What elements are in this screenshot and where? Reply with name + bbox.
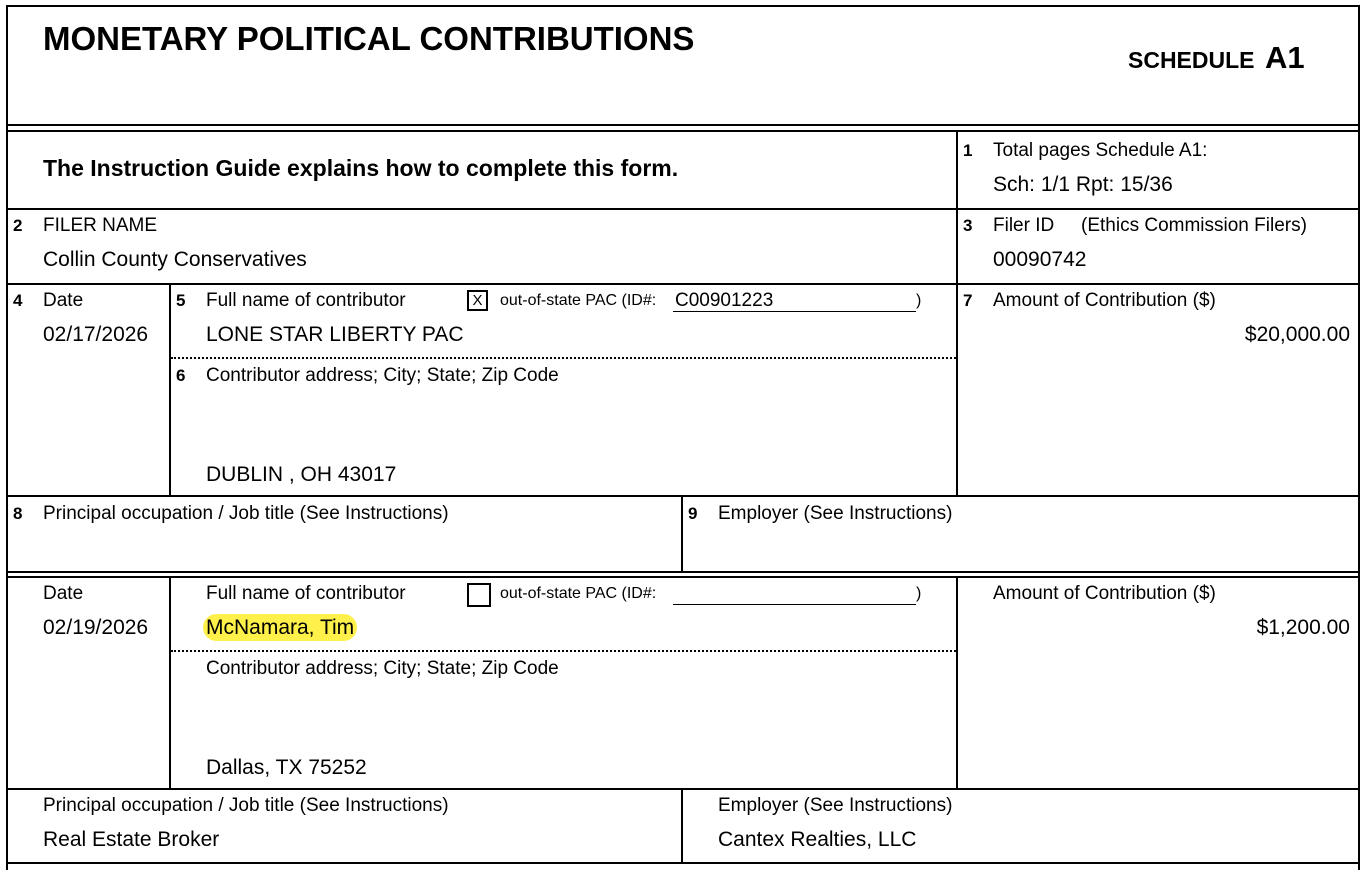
- amount-value: $20,000.00: [1244, 323, 1350, 346]
- pac-id-underline: [673, 311, 916, 312]
- contributor-address-label: Contributor address; City; State; Zip Code: [206, 365, 559, 386]
- total-pages-label: Total pages Schedule A1:: [993, 140, 1208, 161]
- filer-name-value: Collin County Conservatives: [43, 248, 307, 271]
- employer-label: Employer (See Instructions): [718, 795, 953, 816]
- pac-id-underline: [673, 604, 916, 605]
- contributor-name-value: LONE STAR LIBERTY PAC: [206, 323, 464, 346]
- field-number-8: 8: [13, 504, 23, 523]
- divider-date-2: [169, 576, 171, 790]
- amount-value: $1,200.00: [1256, 616, 1350, 639]
- rule-entry1-main: [6, 495, 1360, 497]
- contributor-name-label: Full name of contributor: [206, 290, 406, 311]
- form-title: MONETARY POLITICAL CONTRIBUTIONS: [43, 20, 695, 57]
- date-label: Date: [43, 583, 84, 604]
- filer-id-sublabel: (Ethics Commission Filers): [1081, 215, 1307, 236]
- amount-label: Amount of Contribution ($): [993, 583, 1216, 604]
- field-number-7: 7: [963, 291, 973, 310]
- occupation-label: Principal occupation / Job title (See Instructions): [43, 503, 449, 524]
- contributor-name-label: Full name of contributor: [206, 583, 406, 604]
- field-number-1: 1: [963, 141, 973, 160]
- border-top: [6, 5, 1360, 7]
- contributor-address-label: Contributor address; City; State; Zip Code: [206, 658, 559, 679]
- header-rule-1: [6, 124, 1360, 126]
- field-number-5: 5: [176, 291, 186, 310]
- filer-name-label: FILER NAME: [43, 215, 158, 236]
- rule-bottom: [6, 862, 1360, 864]
- border-right: [1358, 5, 1360, 870]
- divider-occ-1: [681, 495, 683, 573]
- out-of-state-pac-checkbox[interactable]: X: [467, 290, 488, 311]
- rule-filer: [6, 283, 1360, 285]
- occupation-value: Real Estate Broker: [43, 828, 220, 851]
- border-left: [6, 5, 8, 870]
- divider-right-col-b: [956, 576, 958, 790]
- schedule-label: SCHEDULE: [1128, 47, 1255, 73]
- field-number-9: 9: [688, 504, 698, 523]
- contributor-address-value: DUBLIN , OH 43017: [206, 463, 397, 486]
- pac-id-label: out-of-state PAC (ID#:: [500, 585, 657, 602]
- field-number-3: 3: [963, 216, 973, 235]
- divider-date-1: [169, 283, 171, 497]
- pac-id-label: out-of-state PAC (ID#:: [500, 292, 657, 309]
- highlighted-name: McNamara, Tim: [203, 614, 357, 641]
- field-number-6: 6: [176, 366, 186, 385]
- header-rule-2: [6, 130, 1360, 132]
- date-value: 02/19/2026: [43, 616, 149, 639]
- pac-id-value: C00901223: [675, 290, 774, 311]
- rule-entry2-main: [6, 788, 1360, 790]
- rule-entry1-end-1: [6, 571, 1360, 573]
- amount-label: Amount of Contribution ($): [993, 290, 1216, 311]
- dotted-sep-1: [171, 357, 956, 359]
- total-pages-value: Sch: 1/1 Rpt: 15/36: [993, 173, 1173, 196]
- rule-entry1-end-2: [6, 576, 1360, 578]
- date-value: 02/17/2026: [43, 323, 149, 346]
- pac-id-close: ): [916, 585, 922, 602]
- employer-value: Cantex Realties, LLC: [718, 828, 917, 851]
- employer-label: Employer (See Instructions): [718, 503, 953, 524]
- instruction-note: The Instruction Guide explains how to complete this form.: [43, 155, 679, 181]
- pac-id-close: ): [916, 292, 922, 309]
- field-number-2: 2: [13, 216, 23, 235]
- occupation-label: Principal occupation / Job title (See Instructions): [43, 795, 449, 816]
- contributor-address-value: Dallas, TX 75252: [206, 756, 367, 779]
- filer-id-value: 00090742: [993, 248, 1087, 271]
- schedule-heading: [1128, 40, 1305, 76]
- date-label: Date: [43, 290, 84, 311]
- rule-instructions: [6, 208, 1360, 210]
- contributor-name-value: [206, 616, 357, 640]
- dotted-sep-2: [171, 650, 956, 652]
- divider-right-col-a: [956, 130, 958, 497]
- out-of-state-pac-checkbox[interactable]: [467, 583, 491, 607]
- schedule-code: A1: [1264, 40, 1305, 75]
- filer-id-label: Filer ID: [993, 215, 1055, 236]
- field-number-4: 4: [13, 291, 23, 310]
- divider-occ-2: [681, 788, 683, 864]
